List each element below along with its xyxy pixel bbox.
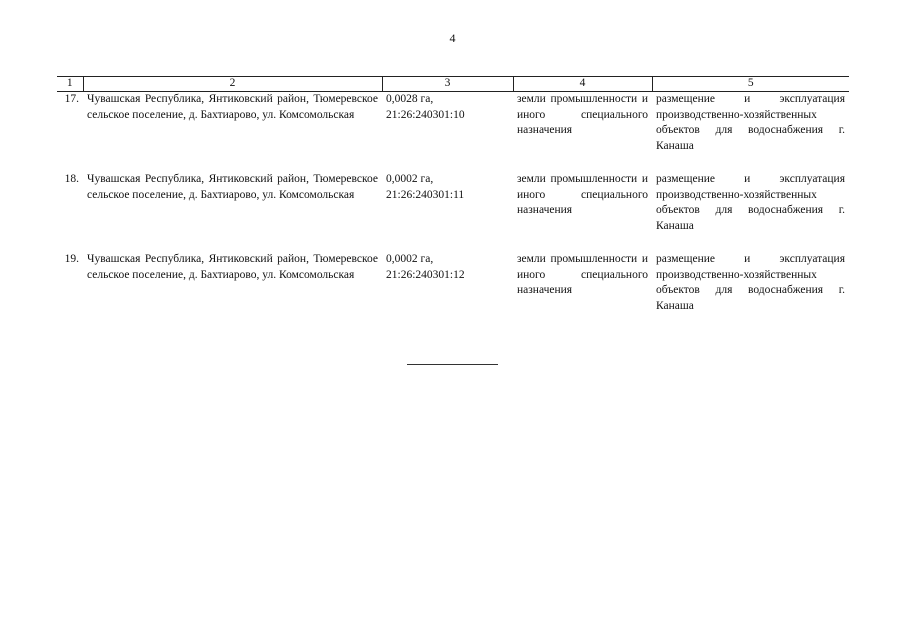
table-row — [57, 252, 849, 332]
row-land-category: земли промышленности и иного специального назначения — [517, 173, 648, 216]
row-area-cadastral — [382, 252, 513, 332]
row-purpose: размещение и эксплуатация производственно-хозяйственных объектов для водоснабжения г. Канаша — [656, 93, 845, 152]
row-land-category: земли промышленности и иного специального назначения — [517, 93, 648, 136]
row-number: 18. — [64, 173, 79, 185]
table-header — [57, 77, 849, 92]
row-location: Чувашская Республика, Янтиковский район, Тюмеревское сельское поселение, д. Бахтиарово, ул. Комсомольская — [87, 93, 378, 121]
row-cadastral-number: 21:26:240301:12 — [386, 268, 465, 281]
row-number: 19. — [64, 253, 79, 265]
row-purpose: размещение и эксплуатация производственно-хозяйственных объектов для водоснабжения г. Канаша — [656, 173, 845, 232]
table-row — [57, 92, 849, 173]
row-number: 17. — [64, 93, 79, 105]
header-col-2: 2 — [83, 77, 382, 92]
row-area-cadastral — [382, 172, 513, 252]
row-area: 0,0028 га, — [386, 93, 434, 105]
header-col-3: 3 — [382, 77, 513, 92]
header-row — [57, 77, 849, 92]
row-area: 0,0002 га, — [386, 173, 434, 185]
row-land-category: земли промышленности и иного специального назначения — [517, 253, 648, 296]
header-col-1: 1 — [57, 77, 83, 92]
land-plots-table — [57, 76, 849, 332]
header-col-5: 5 — [652, 77, 849, 92]
row-area: 0,0002 га, — [386, 253, 434, 265]
row-location: Чувашская Республика, Янтиковский район, Тюмеревское сельское поселение, д. Бахтиарово, ул. Комсомольская — [87, 173, 378, 201]
row-area-cadastral — [382, 92, 513, 173]
table-row — [57, 172, 849, 252]
page-number: 4 — [449, 31, 456, 45]
row-location: Чувашская Республика, Янтиковский район, Тюмеревское сельское поселение, д. Бахтиарово, ул. Комсомольская — [87, 253, 378, 281]
table-body — [57, 92, 849, 333]
row-purpose: размещение и эксплуатация производственно-хозяйственных объектов для водоснабжения г. Канаша — [656, 253, 845, 312]
row-cadastral-number: 21:26:240301:10 — [386, 108, 465, 121]
row-cadastral-number: 21:26:240301:11 — [386, 188, 465, 201]
end-separator-line — [407, 364, 498, 365]
header-col-4: 4 — [513, 77, 652, 92]
